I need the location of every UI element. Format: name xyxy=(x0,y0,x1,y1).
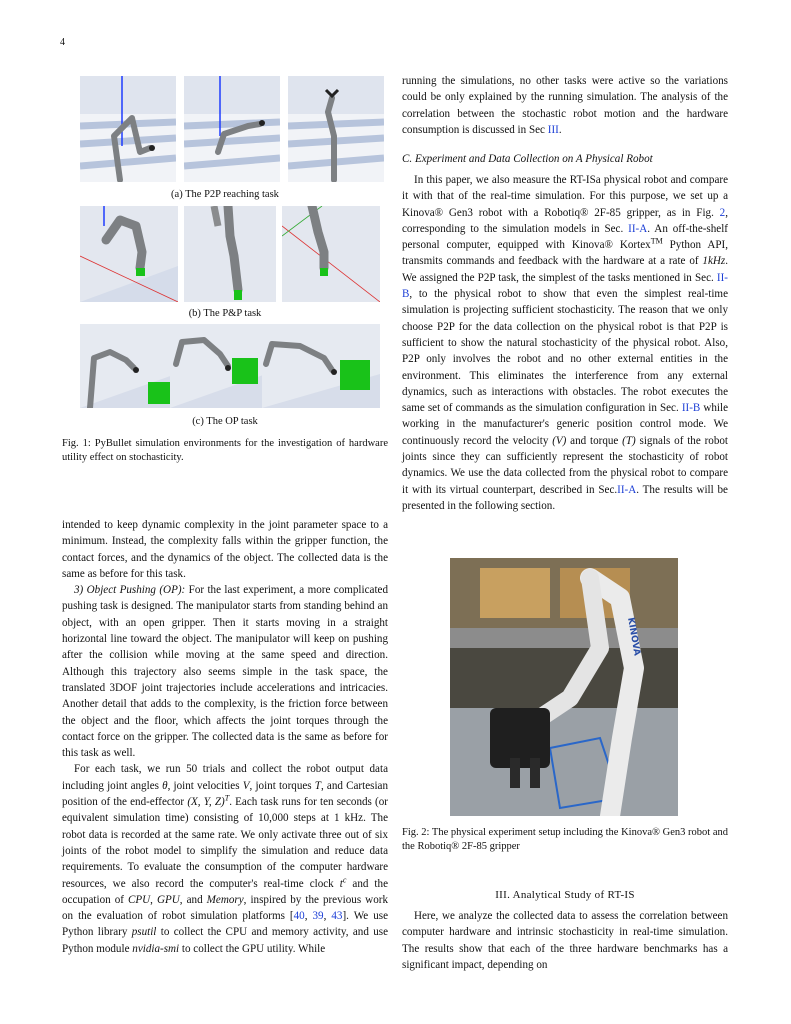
trademark: TM xyxy=(650,236,663,246)
text: . We assigned the P2P task, the simplest of the tasks mentioned in Sec. xyxy=(402,255,728,284)
subcaption-b: (b) The P&P task xyxy=(188,308,262,319)
figure-2-caption: Fig. 2: The physical experiment setup including the Kinova® Gen3 robot and the Robotiq® 2F-85 gripper xyxy=(402,827,728,852)
text: , xyxy=(323,910,332,923)
op-image-1 xyxy=(80,324,176,408)
figure-2-photo xyxy=(450,558,678,816)
left-column xyxy=(62,517,388,957)
text: , inspired by the previous work on the evaluation of robot simulation platforms [ xyxy=(62,893,388,923)
section-link[interactable]: II-A xyxy=(628,222,648,235)
paragraph: intended to keep dynamic complexity in the joint parameter space to a minimum. Instead, the complexity falls within the gripper function, the contact forces, and the dynamics of the object. The collected data is the same as before for this task. xyxy=(62,519,388,580)
sim-scene xyxy=(80,76,176,182)
sim-scene xyxy=(170,324,266,408)
math: t xyxy=(339,877,343,890)
pnp-image-1 xyxy=(80,206,178,302)
text: and the occupation of xyxy=(62,877,388,906)
p2p-image-3 xyxy=(288,76,384,182)
section-link[interactable]: III xyxy=(547,123,559,136)
text: , to the physical robot to show that even the simplest real-time simulation is projecting sufficient stochasticity. The reason that we only choose P2P for the data collection on the physical robot is that P2P is sufficient to show the natural stochasticity of the physical robot. Also, P2P only involves the robot and no other external entities in the environment. This eliminates the interference from any external dynamics, such as interactions with obstacles. The robot executes the same set of commands as the simulation configuration in Sec. xyxy=(402,288,728,415)
paragraph xyxy=(402,172,728,514)
right-column-main xyxy=(402,172,728,514)
sim-scene xyxy=(80,206,178,302)
section-heading: III. Analytical Study of RT-IS xyxy=(495,889,635,901)
text: to collect the CPU and memory activity, and use Python module xyxy=(62,926,388,955)
paragraph xyxy=(402,73,728,138)
subsection-heading: C. Experiment and Data Collection on A Physical Robot xyxy=(402,153,653,165)
sim-scene xyxy=(184,206,276,302)
text: For the last experiment, a more complicated pushing task is designed. The manipulator starts from standing behind an object, with an open gripper. Then it starts moving in a straight horizontal line toward the object. The manipulator will keep on pushing after the collision while moving at the same speed and direction. Although this trajectory also seems simple in the task space, the translated 3DOF joint trajectories include accelerations and intricacies. Another detail that adds to the complexity, is the friction force between the object and the floor, which affects the joint torques through the contact force on the gripper. The collected data is the same as before for this task as well. xyxy=(62,584,389,760)
p2p-image-2 xyxy=(184,76,280,182)
text: running the simulations, no other tasks were active so the variations could be only explained by the running simulation. The analysis of the correlation between the stochastic robot motion and the hardware consumption is discussed in Sec xyxy=(402,75,728,136)
text: Python API, transmits commands and feedback with the hardware at a rate of xyxy=(402,239,729,268)
paragraph: Here, we analyze the collected data to assess the correlation between computer hardware and intrinsic stochasticity in real-time simulation. The results show that each of the three hardware benchmarks has a significant impact, depending on xyxy=(402,910,728,971)
code-name: psutil xyxy=(131,926,157,939)
text: , and xyxy=(179,893,207,906)
math: T xyxy=(224,793,230,803)
text: , xyxy=(150,893,157,906)
citation-link[interactable]: 40 xyxy=(293,910,305,923)
robot-photo xyxy=(450,558,678,816)
text: . An off-the-shelf personal computer, equipped with Kinova® Kortex xyxy=(402,222,728,252)
section-link[interactable]: II-B xyxy=(681,402,701,415)
text: , joint torques xyxy=(249,779,315,792)
text: In this paper, we also measure the RT-ISa physical robot and compare it with that of the real-time simulation. For this purpose, we set up a Kinova® Gen3 robot with a Robotiq® 2F-85 gripper, as in Fig. xyxy=(402,174,728,219)
math: T xyxy=(314,779,321,792)
figure-1-caption: Fig. 1: PyBullet simulation environments for the investigation of hardware utility effect on stochasticity. xyxy=(62,438,388,463)
paragraph xyxy=(62,761,388,957)
right-column-top xyxy=(402,73,728,138)
sim-scene xyxy=(282,206,380,302)
pnp-image-3 xyxy=(282,206,380,302)
math: c xyxy=(342,874,347,884)
section-link[interactable]: II-B xyxy=(402,271,728,301)
text: . The results will be presented in the following section. xyxy=(402,483,728,512)
sim-scene xyxy=(262,324,380,408)
text: , corresponding to the simulation models in Sec. xyxy=(402,206,728,235)
subcaption-c: (c) The OP task xyxy=(192,416,258,427)
page-number: 4 xyxy=(60,37,65,48)
text: , xyxy=(304,910,313,923)
math: CPU xyxy=(127,893,151,906)
math: Memory xyxy=(206,893,244,906)
math: θ xyxy=(162,779,168,792)
code-name: nvidia-smi xyxy=(132,942,180,955)
text: , and Cartesian position of the end-effector xyxy=(62,779,388,809)
figure-link[interactable]: 2 xyxy=(719,206,726,219)
math: 1kHz xyxy=(702,255,726,268)
text: . xyxy=(558,123,562,136)
text: while working in the manufacturer's generic position control mode. We continuously record the velocity xyxy=(402,402,728,447)
op-image-2 xyxy=(170,324,266,408)
text: and torque xyxy=(566,434,623,447)
math: (X, Y, Z) xyxy=(187,796,225,809)
text: signals of the robot joints since they can sufficiently represent the stochasticity of robot dynamics. We use the data collected from the physical robot to compare it with its virtual counterpart, described in Sec. xyxy=(402,434,728,496)
text: . Each task runs for ten seconds (or equivalent simulation time) consisting of 10,000 steps at 1 kHz. The robot data is recorded at the same rate. We only activate three out of six joints of the robot model to simplify the simulation and reduce data requirements. To evaluate the consumption of the computer hardware resources, we also record the computer's real-time clock xyxy=(62,796,388,890)
subcaption-a: (a) The P2P reaching task xyxy=(171,189,279,200)
citation-link[interactable]: 39 xyxy=(312,910,324,923)
text: to collect the GPU utility. While xyxy=(179,942,326,955)
right-column-bottom xyxy=(402,908,728,973)
pnp-image-2 xyxy=(184,206,276,302)
p2p-image-1 xyxy=(80,76,176,182)
op-image-3 xyxy=(262,324,380,408)
text: For each task, we run 50 trials and collect the robot output data including joint angles xyxy=(62,763,388,792)
math: V xyxy=(242,779,250,792)
sim-scene xyxy=(288,76,384,182)
sim-scene xyxy=(184,76,280,182)
math: GPU xyxy=(156,893,180,906)
section-link[interactable]: II-A xyxy=(617,483,637,496)
text: , joint velocities xyxy=(167,779,243,792)
sim-scene xyxy=(80,324,176,408)
text: ]. We use Python library xyxy=(62,910,389,939)
math: (T) xyxy=(622,434,636,447)
subsection-heading: 3) Object Pushing (OP): xyxy=(74,584,186,597)
kinova-logo-text: KINOVA xyxy=(625,616,642,657)
paragraph xyxy=(62,582,388,761)
math: (V) xyxy=(552,434,567,447)
citation-link[interactable]: 43 xyxy=(331,910,343,923)
